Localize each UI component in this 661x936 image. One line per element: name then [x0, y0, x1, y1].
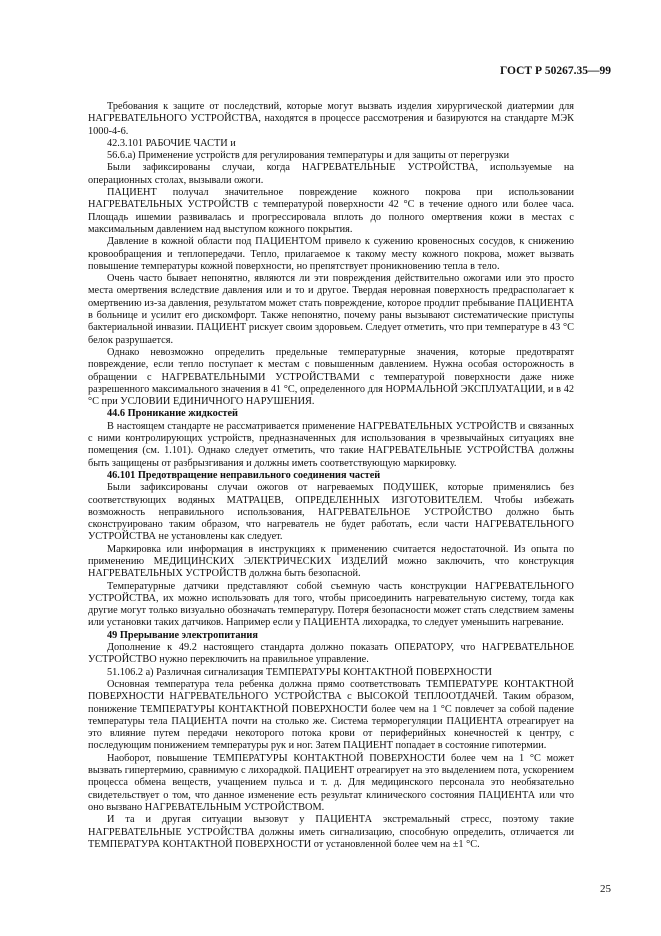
- paragraph: Температурные датчики представляют собой съемную часть конструкции НАГРЕВАТЕЛЬНОГО УСТРОЙСТВА, их можно использовать для того, чтобы присоединить нагревательную систему, тогда как другие могут только визуально обозначать температуру. Потеря безопасности может стать следствием замены или установки таких датчиков. Например если у ПАЦИЕНТА лихорадка, то следует уменьшить нагревание.: [88, 580, 574, 629]
- document-id: ГОСТ Р 50267.35—99: [500, 65, 611, 77]
- section-heading: 46.101 Предотвращение неправильного соединения частей: [107, 469, 381, 481]
- paragraph: 51.106.2 а) Различная сигнализация ТЕМПЕРАТУРЫ КОНТАКТНОЙ ПОВЕРХНОСТИ: [107, 666, 492, 678]
- section-heading: 49 Прерывание электропитания: [107, 629, 258, 641]
- document-body: [88, 101, 574, 851]
- section-heading: 44.6 Проникание жидкостей: [107, 408, 238, 420]
- paragraph: Однако невозможно определить предельные температурные значения, которые предотвратят повреждение, если тепло поступает к местам с повышенным давлением. Нужна особая осторожность в обращении с НАГРЕВАТЕЛЬНЫМИ УСТРОЙСТВАМИ с температурой поверхности даже ниже разрешенного максимального значения в 41 °С, определенного для НОРМАЛЬНОЙ ЭКСПЛУАТАЦИИ, и в 42 °С при УСЛОВИИ ЕДИНИЧНОГО НАРУШЕНИЯ.: [88, 346, 574, 408]
- paragraph: Требования к защите от последствий, которые могут вызвать изделия хирургической диатермии для НАГРЕВАТЕЛЬНОГО УСТРОЙСТВА, находятся в процессе рассмотрения и базируются на стандарте МЭК 1000-4-6.: [88, 101, 574, 137]
- paragraph: Давление в кожной области под ПАЦИЕНТОМ привело к сужению кровеносных сосудов, к снижению кровообращения и теплопередачи. Тепло, прилагаемое к такому месту кожного покрова, может вызвать повышение температуры кожной поверхности, но препятствует проникновению тепла в тело.: [88, 236, 574, 272]
- paragraph: Маркировка или информация в инструкциях к применению считается недостаточной. Из опыта по применению МЕДИЦИНСКИХ ЭЛЕКТРИЧЕСКИХ ИЗДЕЛИЙ можно заключить, что конструкция НАГРЕВАТЕЛЬНЫХ УСТРОЙСТВ должна быть безопасной.: [88, 543, 574, 580]
- paragraph: Были зафиксированы случаи ожогов от нагреваемых ПОДУШЕК, которые применялись без соответствующих водяных МАТРАЦЕВ, ОПРЕДЕЛЕННЫХ ИЗГОТОВИТЕЛЕМ. Чтобы избежать возможность неправильного использования, НАГРЕВАТЕЛЬНОЕ УСТРОЙСТВО должно быть сконструировано таким образом, что нагреватель не будет работать, если части НАГРЕВАТЕЛЬНОГО УСТРОЙСТВА не установлены как следует.: [88, 482, 574, 543]
- paragraph: ПАЦИЕНТ получал значительное повреждение кожного покрова при использовании НАГРЕВАТЕЛЬНЫХ УСТРОЙСТВ с температурой поверхности 42 °С в течение одного или более часа. Площадь ишемии развивалась и прогрессировала вплоть до полного омертвения кожи в местах с максимальным давлением над выступом кожного покрытия.: [88, 187, 574, 235]
- paragraph: Были зафиксированы случаи, когда НАГРЕВАТЕЛЬНЫЕ УСТРОЙСТВА, используемые на операционных столах, вызывали ожоги.: [88, 162, 574, 186]
- paragraph: Очень часто бывает непонятно, являются ли эти повреждения действительно ожогами или это просто места омертвения вследствие давления или и то и другое. Твердая неровная поверхность предрасполагает к омертвению из-за давления, результатом может стать повреждение, которое продлит пребывание ПАЦИЕНТА в больнице и усилит его дискомфорт. Также непонятно, почему раны вызывают систематические приступы бактериальной инвазии. ПАЦИЕНТ рискует своим здоровьем. Следует отметить, что при температуре в 43 °С белок разрушается.: [88, 273, 574, 346]
- paragraph: И та и другая ситуации вызовут у ПАЦИЕНТА экстремальный стресс, поэтому такие НАГРЕВАТЕЛЬНЫЕ УСТРОЙСТВА должны иметь сигнализацию, способную определить, отличается ли ТЕМПЕРАТУРА КОНТАКТНОЙ ПОВЕРХНОСТИ от установленной более чем на ±1 °С.: [88, 814, 574, 850]
- paragraph: Наоборот, повышение ТЕМПЕРАТУРЫ КОНТАКТНОЙ ПОВЕРХНОСТИ более чем на 1 °С может вызвать гипертермию, сравнимую с лихорадкой. ПАЦИЕНТ отреагирует на это выделением пота, ускорением процесса обмена веществ, учащением пульса и т. д. Для медицинского персонала это необязательно свидетельствует о том, что данное изменение есть результат клинического состояния ПАЦИЕНТА или что оно вызвано НАГРЕВАТЕЛЬНЫМ УСТРОЙСТВОМ.: [88, 752, 574, 813]
- paragraph: Дополнение к 49.2 настоящего стандарта должно показать ОПЕРАТОРУ, что НАГРЕВАТЕЛЬНОЕ УСТРОЙСТВО нужно переключить на правильное управление.: [88, 642, 574, 666]
- paragraph: 56.6.а) Применение устройств для регулирования температуры и для защиты от перегрузки: [107, 150, 510, 162]
- page-number: 25: [600, 883, 611, 895]
- paragraph: 42.3.101 РАБОЧИЕ ЧАСТИ и: [107, 137, 236, 149]
- paragraph: Основная температура тела ребенка должна прямо соответствовать ТЕМПЕРАТУРЕ КОНТАКТНОЙ ПОВЕРХНОСТИ НАГРЕВАТЕЛЬНОГО УСТРОЙСТВА с ВЫСОКОЙ ТЕПЛООТДАЧЕЙ. Таким образом, понижение ТЕМПЕРАТУРЫ КОНТАКТНОЙ ПОВЕРХНОСТИ более чем на 1 °С повлечет за собой падение температуры тела ПАЦИЕНТА почти на столько же. Система терморегуляции ПАЦИЕНТА отреагирует на это влияние путем передачи некоторого потока крови от периферийных конечностей к центру, с последующим понижением температуры рук и ног. Затем ПАЦИЕНТ попадает в состояние гипотермии.: [88, 678, 574, 752]
- paragraph: В настоящем стандарте не рассматривается применение НАГРЕВАТЕЛЬНЫХ УСТРОЙСТВ и связанных с ними контролирующих устройств, предназначенных для использования в чрезвычайных ситуациях вне помещения (см. 1.101). Однако следует отметить, что такие НАГРЕВАТЕЛЬНЫЕ УСТРОЙСТВА должны быть защищены от разбрызгивания и должны иметь соответствующую маркировку.: [88, 420, 574, 469]
